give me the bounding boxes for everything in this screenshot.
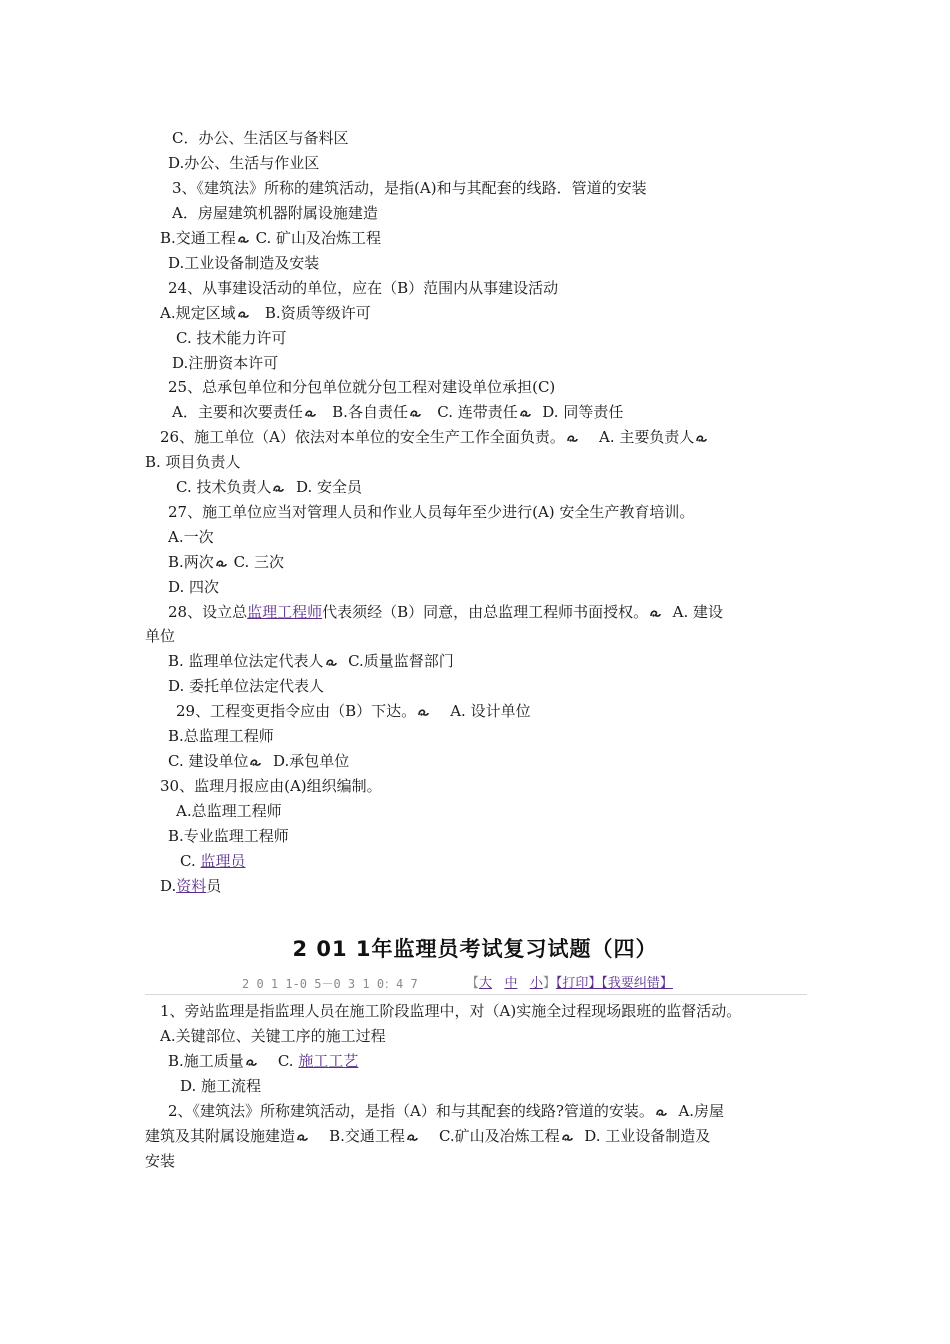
text-line [176, 477, 362, 497]
line-break-mark-icon [407, 1133, 418, 1142]
text-run: 建筑及其附属设施建造 [145, 1127, 296, 1145]
text-line [160, 876, 221, 896]
text-run: 员 [206, 877, 222, 895]
text-run: C. 建设单位 [168, 752, 249, 770]
text-line [160, 776, 382, 796]
text-line [160, 427, 709, 447]
text-line [145, 626, 175, 646]
text-run: C. 三次 [228, 553, 285, 571]
text-run: D.工业设备制造及安装 [168, 254, 320, 272]
inline-link[interactable]: 监理工程师 [247, 603, 323, 621]
text-line [172, 402, 623, 422]
text-line [172, 203, 378, 223]
text-line [180, 1076, 261, 1096]
text-run: C. [258, 1052, 299, 1070]
line-break-mark-icon [326, 658, 337, 667]
text-run: A.房屋 [668, 1102, 725, 1120]
text-run: D. 安全员 [286, 478, 363, 496]
inline-link[interactable]: 资料 [176, 877, 207, 895]
header-divider [145, 994, 807, 995]
line-break-mark-icon [418, 708, 429, 717]
text-line [168, 1051, 358, 1071]
line-break-mark-icon [250, 758, 261, 767]
article-tools [466, 976, 673, 992]
line-break-mark-icon [410, 409, 421, 418]
text-run: B.各自责任 [317, 403, 408, 421]
line-break-mark-icon [567, 434, 578, 443]
text-line [168, 153, 319, 173]
text-run: 30、监理月报应由(A)组织编制。 [160, 777, 382, 795]
line-break-mark-icon [238, 235, 249, 244]
report-error-link[interactable]: 【我要纠错】 [601, 976, 673, 991]
text-line [168, 552, 284, 572]
text-line [180, 851, 246, 871]
font-size-large-link[interactable]: 大 [479, 976, 493, 991]
text-run: D. 同等责任 [532, 403, 624, 421]
article-title: 2 01 1年监理员考试复习试题（四） [292, 937, 658, 961]
line-break-mark-icon [297, 1133, 308, 1142]
text-run: D.办公、生活与作业区 [168, 154, 320, 172]
text-run: B.总监理工程师 [168, 727, 274, 745]
text-line [168, 826, 289, 846]
text-run: A.规定区域 [160, 304, 236, 322]
text-line [172, 353, 278, 373]
text-line [160, 303, 371, 323]
text-line [168, 651, 454, 671]
text-run: D. 四次 [168, 578, 220, 596]
text-line [160, 1026, 386, 1046]
line-break-mark-icon [246, 1058, 257, 1067]
text-run: B.专业监理工程师 [168, 827, 289, 845]
text-run: 25、总承包单位和分包单位就分包工程对建设单位承担(C) [168, 378, 556, 396]
line-break-mark-icon [305, 409, 316, 418]
text-run: A. 主要负责人 [579, 428, 695, 446]
text-run: B. 监理单位法定代表人 [168, 652, 324, 670]
text-line [145, 1151, 175, 1171]
text-line [176, 801, 282, 821]
text-line [168, 726, 274, 746]
text-line [168, 1101, 724, 1121]
text-line [172, 128, 348, 148]
text-run: A. 建设 [663, 603, 724, 621]
text-run: A. 设计单位 [431, 702, 531, 720]
text-line [172, 178, 647, 198]
text-run: D. 施工流程 [180, 1077, 262, 1095]
text-run: C. 矿山及冶炼工程 [250, 229, 382, 247]
text-run: C. [180, 852, 201, 870]
text-run: 27、施工单位应当对管理人员和作业人员每年至少进行(A) 安全生产教育培训。 [168, 503, 695, 521]
text-run: A.一次 [168, 528, 214, 546]
text-line [168, 502, 694, 522]
line-break-mark-icon [238, 310, 249, 319]
text-line [168, 527, 214, 547]
line-break-mark-icon [273, 484, 284, 493]
text-run: B.两次 [168, 553, 214, 571]
text-line [176, 328, 286, 348]
text-run: 单位 [145, 627, 176, 645]
text-run: 24、从事建设活动的单位，应在（B）范围内从事建设活动 [168, 279, 559, 297]
text-run: D.注册资本许可 [172, 354, 279, 372]
text-line [145, 452, 241, 472]
font-size-medium-link[interactable]: 中 [504, 976, 518, 991]
text-run: D.承包单位 [263, 752, 350, 770]
line-break-mark-icon [520, 409, 531, 418]
text-line [168, 751, 349, 771]
text-line [145, 1126, 710, 1146]
text-line [160, 228, 381, 248]
text-run: B.交通工程 [160, 229, 236, 247]
text-run: 28、设立总 [168, 603, 248, 621]
text-run: 2、《建筑法》所称建筑活动，是指（A）和与其配套的线路?管道的安装。 [168, 1102, 654, 1120]
text-line [168, 577, 219, 597]
text-run: D. 委托单位法定代表人 [168, 677, 325, 695]
inline-link[interactable]: 施工工艺 [298, 1052, 359, 1070]
text-run: A.总监理工程师 [176, 802, 282, 820]
article-date: 2 0 1 1-0 5－0 3 1 0：4 7 [242, 977, 418, 991]
line-break-mark-icon [656, 1108, 667, 1117]
text-run: D. 工业设备制造及 [574, 1127, 711, 1145]
text-run: B. 项目负责人 [145, 453, 241, 471]
bracket-close: 】 [542, 976, 556, 991]
text-run: C．办公、生活区与备料区 [172, 129, 349, 147]
text-run: 安装 [145, 1152, 176, 1170]
text-run: D. [160, 877, 177, 895]
text-line [176, 701, 531, 721]
text-line [168, 278, 558, 298]
text-line [168, 377, 555, 397]
line-break-mark-icon [216, 559, 227, 568]
text-run: 1、旁站监理是指监理人员在施工阶段监理中，对（A)实施全过程现场跟班的监督活动。 [160, 1002, 742, 1020]
line-break-mark-icon [562, 1133, 573, 1142]
text-run: B.资质等级许可 [250, 304, 371, 322]
text-run: 29、工程变更指令应由（B）下达。 [176, 702, 417, 720]
bracket-open: 【 [466, 976, 480, 991]
text-run: B.施工质量 [168, 1052, 244, 1070]
text-run: 26、施工单位（A）依法对本单位的安全生产工作全面负责。 [160, 428, 565, 446]
text-line [168, 676, 324, 696]
text-line [168, 253, 319, 273]
text-run: 3、《建筑法》所称的建筑活动，是指(A)和与其配套的线路．管道的安装 [172, 179, 647, 197]
text-run: B.交通工程 [310, 1127, 405, 1145]
line-break-mark-icon [650, 609, 661, 618]
text-run: C. 连带责任 [422, 403, 518, 421]
text-line [168, 602, 723, 622]
text-run: C.矿山及冶炼工程 [419, 1127, 560, 1145]
font-size-small-link[interactable]: 小 [529, 976, 543, 991]
text-line [160, 1001, 741, 1021]
line-break-mark-icon [696, 434, 707, 443]
text-run: A．主要和次要责任 [172, 403, 303, 421]
print-link[interactable]: 【打印】 [555, 976, 602, 991]
text-run: C. 技术负责人 [176, 478, 272, 496]
text-run: C.质量监督部门 [338, 652, 454, 670]
text-run: A.关键部位、关键工序的施工过程 [160, 1027, 386, 1045]
inline-link[interactable]: 监理员 [200, 852, 246, 870]
text-run: 代表须经（B）同意，由总监理工程师书面授权。 [322, 603, 649, 621]
text-run: A．房屋建筑机器附属设施建造 [172, 204, 378, 222]
text-run: C. 技术能力许可 [176, 329, 287, 347]
